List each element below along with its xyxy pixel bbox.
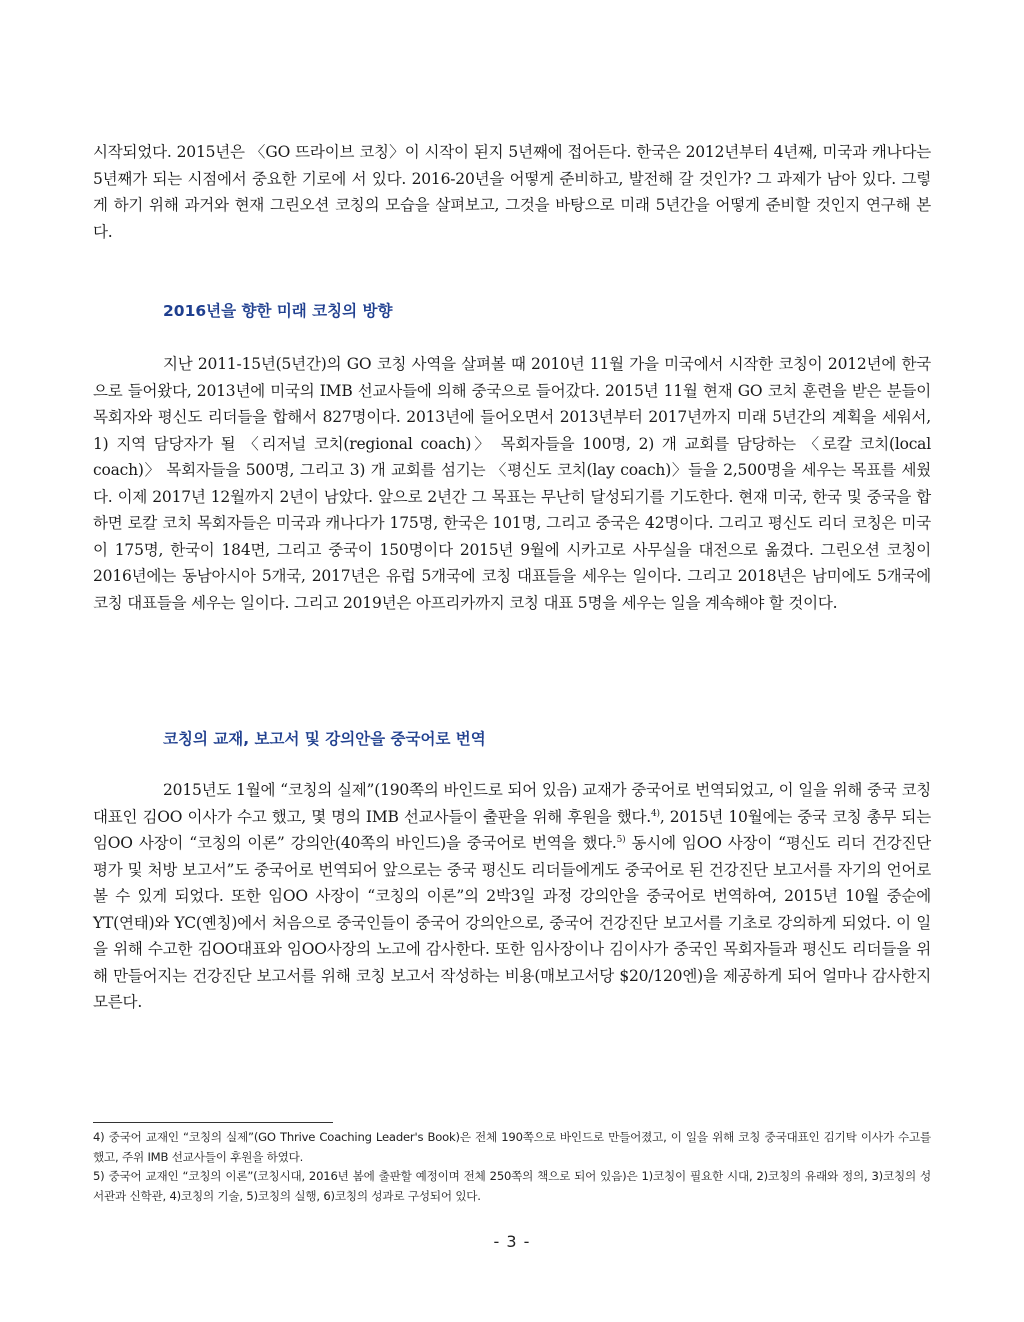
- section-heading-chinese-translation: 코칭의 교재, 보고서 및 강의안을 중국어로 번역: [163, 730, 486, 748]
- page-number: - 3 -: [493, 1232, 531, 1251]
- future-direction-paragraph: 지난 2011-15년(5년간)의 GO 코칭 사역을 살펴볼 때 2010년 11월 가을 미국에서 시작한 코칭이 2012년에 한국으로 들어왔다, 2013년에 미국의 IMB 선교사들에 의해 중국으로 들어갔다. 2015년 11월 현재 GO 코치 훈련을 받은 분들이 목회자와 평신도 리더들을 합해서 827명이다. 2013년에 들어오면서 2013년부터 2017년까지 미래 5년간의 계획을 세워서, 1) 지역 담당자가 될 〈리저널 코치(regional coach)〉 목회자들을 100명, 2) 개 교회를 담당하는 〈로칼 코치(local coach)〉 목회자들을 500명, 그리고 3) 개 교회를 섬기는 〈평신도 코치(lay coach)〉들을 2,500명을 세우는 목표를 세웠다. 이제 2017년 12월까지 2년이 남았다. 앞으로 2년간 그 목표는 무난히 달성되기를 기도한다. 현재 미국, 한국 및 중국을 합하면 로칼 코치 목회자들은 미국과 캐나다가 175명, 한국은 101명, 그리고 중국은 42명이다. 그리고 평신도 리더 코칭은 미국이 175명, 한국이 184면, 그리고 중국이 150명이다 2015년 9월에 시카고로 사무실을 대전으로 옮겼다. 그린오션 코칭이 2016년에는 동남아시아 5개국, 2017년은 유럽 5개국에 코칭 대표들을 세우는 일이다. 그리고 2018년은 남미에도 5개국에 코칭 대표들을 세우는 일이다. 그리고 2019년은 아프리카까지 코칭 대표 5명을 세우는 일을 계속해야 할 것이다.: [93, 355, 931, 612]
- footnote-5: 5) 중국어 교재인 “코칭의 이론”(코칭시대, 2016년 봄에 출판할 예정이며 전체 250쪽의 책으로 되어 있음)은 1)코칭이 필요한 시대, 2)코칭의 유래와 정의, 3)코칭의 성서관과 신학관, 4)코칭의 기술, 5)코칭의 실행, 6)코칭의 성과로 구성되어 있다.: [93, 1169, 931, 1203]
- footnote-ref-4[interactable]: 4): [651, 808, 660, 819]
- footnotes: [93, 1128, 931, 1206]
- footnote-ref-5[interactable]: 5): [616, 834, 626, 845]
- translation-text-part-2: , 2015년 10월에는 중국 코칭 총무 되는 임OO 사장이 “코칭의 이론” 강의안(40쪽의 바인드)을 중국어로 번역을 했다.: [93, 807, 931, 852]
- translation-text-part-1: 2015년도 1월에 “코칭의 실제”(190쪽의 바인드로 되어 있음) 교재가 중국어로 번역되었고, 이 일을 위해 중국 코칭 대표인 김OO 이사가 수고 했고, 몇 명의 IMB 선교사들이 출판을 위해 후원을 했다.: [93, 781, 931, 826]
- footnote-4: 4) 중국어 교재인 “코칭의 실제”(GO Thrive Coaching Leader's Book)은 전체 190쪽으로 바인드로 만들어졌고, 이 일을 위해 코칭 중국대표인 김기탁 이사가 수고를 했고, 주위 IMB 선교사들이 후원을 하였다.: [93, 1130, 931, 1164]
- chinese-translation-paragraph: [93, 777, 931, 1016]
- translation-text-part-3: 동시에 임OO 사장이 “평신도 리더 건강진단 평가 및 처방 보고서”도 중국어로 번역되어 앞으로는 중국 평신도 리더들에게도 중국어로 된 건강진단 보고서를 자기의 언어로 볼 수 있게 되었다. 또한 임OO 사장이 “코칭의 이론”의 2박3일 과정 강의안을 중국어로 번역하여, 2015년 10월 중순에 YT(연태)와 YC(옌칭)에서 처음으로 중국인들이 중국어 강의안으로, 중국어 건강진단 보고서를 기초로 강의하게 되었다. 이 일을 위해 수고한 김OO대표와 임OO사장의 노고에 감사한다. 또한 임사장이나 김이사가 중국인 목회자들과 평신도 리더들을 위해 만들어지는 건강진단 보고서를 위해 코칭 보고서 작성하는 비용(매보고서당 $20/120엔)을 제공하게 되어 얼마나 감사한지 모른다.: [93, 834, 931, 1011]
- footnote-divider: [93, 1122, 333, 1123]
- section-heading-future-direction: 2016년을 향한 미래 코칭의 방향: [163, 302, 393, 320]
- intro-paragraph: 시작되었다. 2015년은 〈GO 뜨라이브 코칭〉이 시작이 된지 5년째에 접어든다. 한국은 2012년부터 4년째, 미국과 캐나다는 5년째가 되는 시점에서 중요한 기로에 서 있다. 2016-20년을 어떻게 준비하고, 발전해 갈 것인가? 그 과제가 남아 있다. 그렇게 하기 위해 과거와 현재 그린오션 코칭의 모습을 살펴보고, 그것을 바탕으로 미래 5년간을 어떻게 준비할 것인지 연구해 본다.: [93, 143, 931, 241]
